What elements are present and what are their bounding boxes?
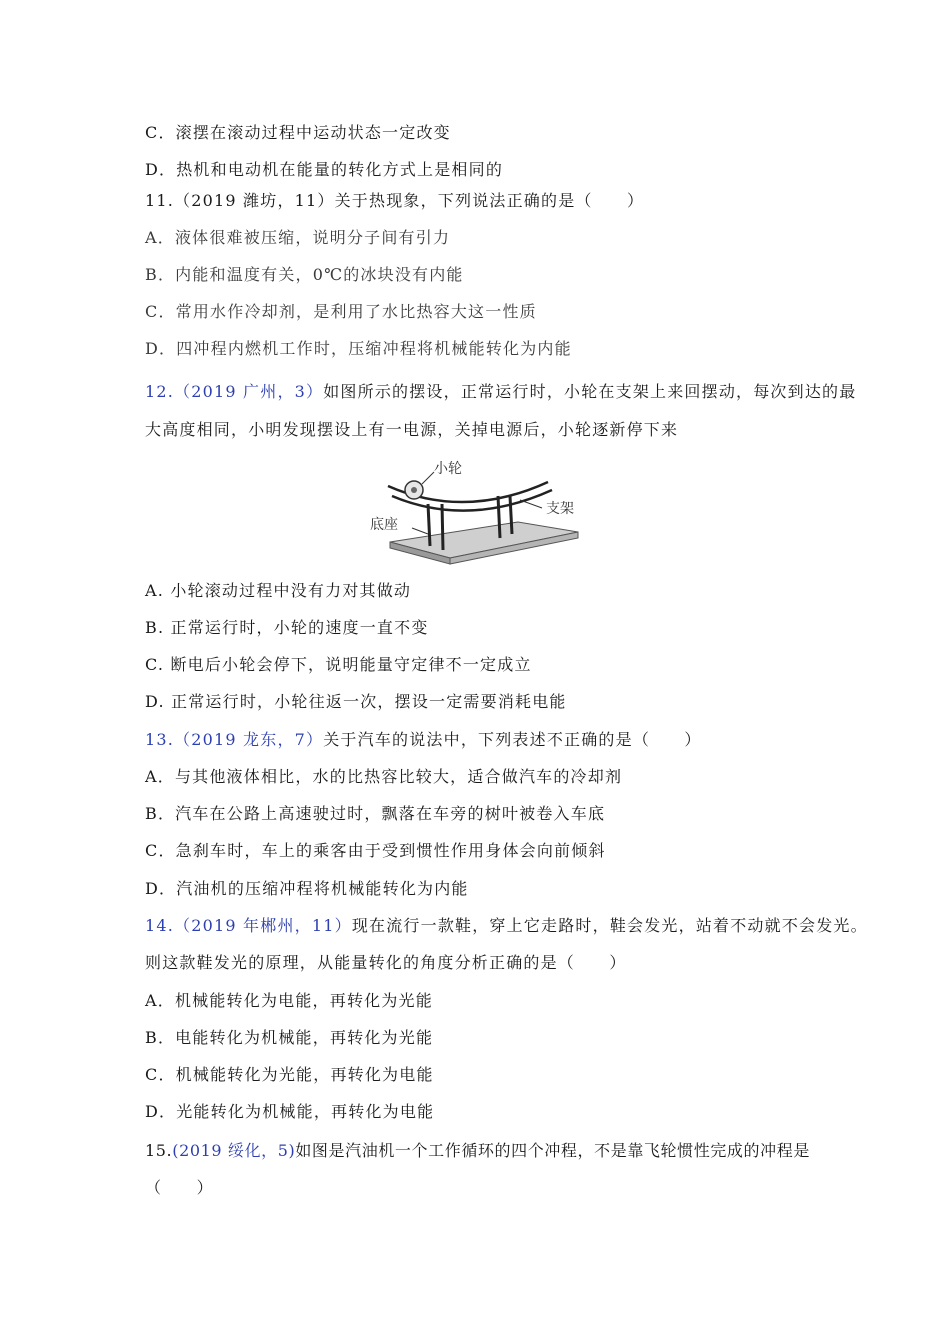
question-14 bbox=[145, 915, 868, 937]
q12-option-a: A. 小轮滚动过程中没有力对其做动 bbox=[145, 581, 412, 600]
q12-source: 12.（2019 广州，3） bbox=[145, 382, 324, 401]
q12-option-b: B. 正常运行时，小轮的速度一直不变 bbox=[145, 618, 429, 637]
q11-option-a: A．液体很难被压缩，说明分子间有引力 bbox=[145, 228, 451, 247]
q13-option-c: C．急刹车时，车上的乘客由于受到惯性作用身体会向前倾斜 bbox=[145, 841, 606, 860]
pendulum-figure bbox=[370, 462, 600, 570]
question-15-cont: （ ） bbox=[145, 1178, 214, 1197]
q13-option-a: A．与其他液体相比，水的比热容比较大，适合做汽车的冷却剂 bbox=[145, 767, 623, 786]
q11-option-c: C．常用水作冷却剂，是利用了水比热容大这一性质 bbox=[145, 302, 537, 321]
q14-source: 14.（2019 年郴州，11） bbox=[145, 916, 352, 935]
q13-source: 13.（2019 龙东，7） bbox=[145, 730, 324, 749]
q15-source: (2019 绥化，5) bbox=[172, 1141, 296, 1160]
q14-option-d: D．光能转化为机械能，再转化为电能 bbox=[145, 1102, 435, 1121]
question-12-cont: 大高度相同，小明发现摆设上有一电源，关掉电源后，小轮逐新停下来 bbox=[145, 420, 679, 439]
q12-text: 如图所示的摆设，正常运行时，小轮在支架上来回摆动，每次到达的最 bbox=[323, 382, 857, 401]
label-small-wheel: 小轮 bbox=[434, 461, 462, 477]
question-15 bbox=[145, 1140, 810, 1162]
q12-option-d: D. 正常运行时，小轮往返一次，摆设一定需要消耗电能 bbox=[145, 692, 567, 711]
q14-option-a: A．机械能转化为电能，再转化为光能 bbox=[145, 991, 433, 1010]
question-11: 11.（2019 潍坊，11）关于热现象，下列说法正确的是（ ） bbox=[145, 191, 645, 210]
label-base: 底座 bbox=[370, 517, 398, 533]
q12-option-c: C. 断电后小轮会停下，说明能量守定律不一定成立 bbox=[145, 655, 532, 674]
q14-text: 现在流行一款鞋，穿上它走路时，鞋会发光，站着不动就不会发光。 bbox=[351, 916, 868, 935]
line-d-heat-engine: D．热机和电动机在能量的转化方式上是相同的 bbox=[145, 160, 504, 179]
question-14-cont: 则这款鞋发光的原理，从能量转化的角度分析正确的是（ ） bbox=[145, 953, 627, 972]
q13-text: 关于汽车的说法中，下列表述不正确的是（ ） bbox=[323, 730, 702, 749]
q11-option-d: D．四冲程内燃机工作时，压缩冲程将机械能转化为内能 bbox=[145, 339, 572, 358]
q13-option-b: B．汽车在公路上高速驶过时，飘落在车旁的树叶被卷入车底 bbox=[145, 804, 606, 823]
label-stand: 支架 bbox=[546, 501, 574, 517]
q14-option-c: C．机械能转化为光能，再转化为电能 bbox=[145, 1065, 434, 1084]
q15-number: 15. bbox=[145, 1141, 173, 1160]
question-13 bbox=[145, 729, 702, 751]
line-c-rolling-pendulum: C．滚摆在滚动过程中运动状态一定改变 bbox=[145, 123, 451, 142]
q11-option-b: B．内能和温度有关，0℃的冰块没有内能 bbox=[145, 265, 464, 284]
q15-text: 如图是汽油机一个工作循环的四个冲程，不是靠飞轮惯性完成的冲程是 bbox=[295, 1141, 810, 1160]
question-12 bbox=[145, 381, 856, 403]
q14-option-b: B．电能转化为机械能，再转化为光能 bbox=[145, 1028, 434, 1047]
q13-option-d: D．汽油机的压缩冲程将机械能转化为内能 bbox=[145, 879, 469, 898]
